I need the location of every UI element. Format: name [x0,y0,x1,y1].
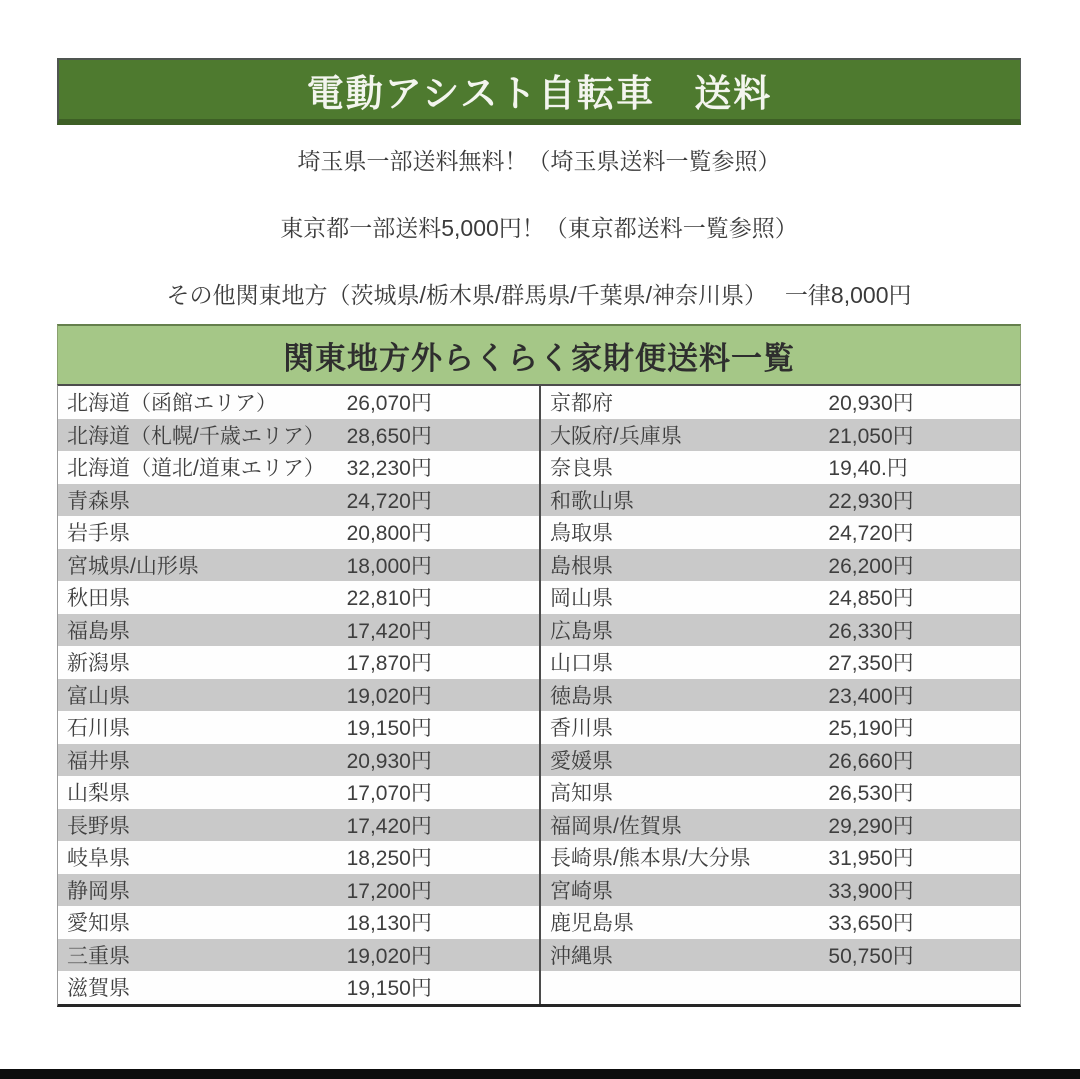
table-row [58,614,539,647]
prefecture-cell: 和歌山県 [550,489,634,513]
table-row [541,874,1020,907]
prefecture-cell: 鹿児島県 [550,912,634,936]
price-cell: 31,950円 [828,847,914,871]
price-cell: 18,250円 [346,847,432,871]
prefecture-cell: 山梨県 [67,782,130,806]
table-row [541,906,1020,939]
prefecture-cell: 大阪府/兵庫県 [550,424,682,448]
table-row [58,549,539,582]
price-cell: 24,720円 [346,489,432,513]
price-cell: 50,750円 [828,944,914,968]
table-row [541,386,1020,419]
prefecture-cell: 沖縄県 [550,944,613,968]
price-cell: 17,420円 [346,619,432,643]
price-cell: 24,720円 [828,522,914,546]
prefecture-cell: 長野県 [67,814,130,838]
table-row [58,939,539,972]
prefecture-cell: 島根県 [550,554,613,578]
prefecture-cell: 福島県 [67,619,130,643]
table-row [58,419,539,452]
price-cell: 22,930円 [828,489,914,513]
prefecture-cell: 福岡県/佐賀県 [550,814,682,838]
prefecture-cell: 愛媛県 [550,749,613,773]
price-cell: 19,40.円 [828,457,908,481]
table-row [58,906,539,939]
price-cell: 28,650円 [346,424,432,448]
table-row [58,484,539,517]
price-cell: 26,330円 [828,619,914,643]
prefecture-cell: 静岡県 [67,879,130,903]
prefecture-cell: 鳥取県 [550,522,613,546]
prefecture-cell: 新潟県 [67,652,130,676]
prefecture-cell: 富山県 [67,684,130,708]
price-cell: 22,810円 [346,587,432,611]
prefecture-cell: 福井県 [67,749,130,773]
prefecture-cell: 岐阜県 [67,847,130,871]
prefecture-cell: 徳島県 [550,684,613,708]
price-cell: 19,150円 [346,717,432,741]
note-kanto-other: その他関東地方（茨城県/栃木県/群馬県/千葉県/神奈川県） 一律8,000円 [166,282,912,308]
table-row [541,841,1020,874]
price-cell: 18,000円 [346,554,432,578]
price-cell: 26,070円 [346,392,432,416]
table-row [58,711,539,744]
note-tokyo: 東京都一部送料5,000円！（東京都送料一覧参照） [280,215,798,241]
prefecture-cell: 山口県 [550,652,613,676]
prefecture-cell: 高知県 [550,782,613,806]
table-title-bar [57,324,1021,384]
shipping-fee-table [57,384,1021,1007]
table-row [541,711,1020,744]
note-saitama: 埼玉県一部送料無料！（埼玉県送料一覧参照） [297,148,781,174]
fee-column-right [539,386,1020,1004]
price-cell: 20,800円 [346,522,432,546]
prefecture-cell: 宮崎県 [550,879,613,903]
prefecture-cell: 香川県 [550,717,613,741]
prefecture-cell: 北海道（道北/道東エリア） [67,457,325,481]
table-row [58,646,539,679]
prefecture-cell: 広島県 [550,619,613,643]
table-row [58,386,539,419]
price-cell: 27,350円 [828,652,914,676]
table-row [541,484,1020,517]
table-row [541,646,1020,679]
table-row [58,451,539,484]
price-cell: 17,200円 [346,879,432,903]
shipping-info-sheet [57,58,1021,1007]
table-row [58,516,539,549]
main-title-bar [57,58,1021,125]
table-row [58,874,539,907]
table-row [58,776,539,809]
table-row [541,744,1020,777]
price-cell: 20,930円 [828,392,914,416]
price-cell: 19,150円 [346,977,432,1001]
table-row [541,419,1020,452]
page-title: 電動アシスト自転車 送料 [306,72,773,114]
table-row [541,614,1020,647]
price-cell: 20,930円 [346,749,432,773]
price-cell: 25,190円 [828,717,914,741]
table-row [541,549,1020,582]
price-cell: 17,070円 [346,782,432,806]
table-row [541,451,1020,484]
price-cell: 29,290円 [828,814,914,838]
price-cell: 33,650円 [828,912,914,936]
table-row [541,581,1020,614]
table-row [541,679,1020,712]
price-cell: 24,850円 [828,587,914,611]
table-row [541,776,1020,809]
price-cell: 17,420円 [346,814,432,838]
price-cell: 26,530円 [828,782,914,806]
prefecture-cell: 奈良県 [550,457,613,481]
table-row [541,939,1020,972]
prefecture-cell: 長崎県/熊本県/大分県 [550,847,751,871]
table-row [541,809,1020,842]
price-cell: 26,200円 [828,554,914,578]
prefecture-cell: 愛知県 [67,912,130,936]
price-cell: 19,020円 [346,684,432,708]
prefecture-cell: 秋田県 [67,587,130,611]
price-cell: 17,870円 [346,652,432,676]
price-cell: 33,900円 [828,879,914,903]
bottom-black-bar [0,1069,1080,1079]
shipping-notes [57,125,1021,310]
price-cell: 19,020円 [346,944,432,968]
prefecture-cell: 石川県 [67,717,130,741]
price-cell: 26,660円 [828,749,914,773]
table-row [541,516,1020,549]
prefecture-cell: 三重県 [67,944,130,968]
table-row [58,809,539,842]
price-cell: 21,050円 [828,424,914,448]
table-row [58,679,539,712]
prefecture-cell: 北海道（札幌/千歳エリア） [67,424,325,448]
prefecture-cell: 北海道（函館エリア） [67,392,277,416]
table-row [58,841,539,874]
table-row [58,971,539,1004]
prefecture-cell: 滋賀県 [67,977,130,1001]
price-cell: 32,230円 [346,457,432,481]
table-row [58,744,539,777]
prefecture-cell: 青森県 [67,489,130,513]
prefecture-cell: 岡山県 [550,587,613,611]
price-cell: 23,400円 [828,684,914,708]
prefecture-cell: 岩手県 [67,522,130,546]
table-row [541,971,1020,1004]
fee-column-left [58,386,539,1004]
prefecture-cell: 宮城県/山形県 [67,554,199,578]
price-cell: 18,130円 [346,912,432,936]
table-row [58,581,539,614]
prefecture-cell: 京都府 [550,392,613,416]
table-title: 関東地方外らくらく家財便送料一覧 [283,340,795,376]
